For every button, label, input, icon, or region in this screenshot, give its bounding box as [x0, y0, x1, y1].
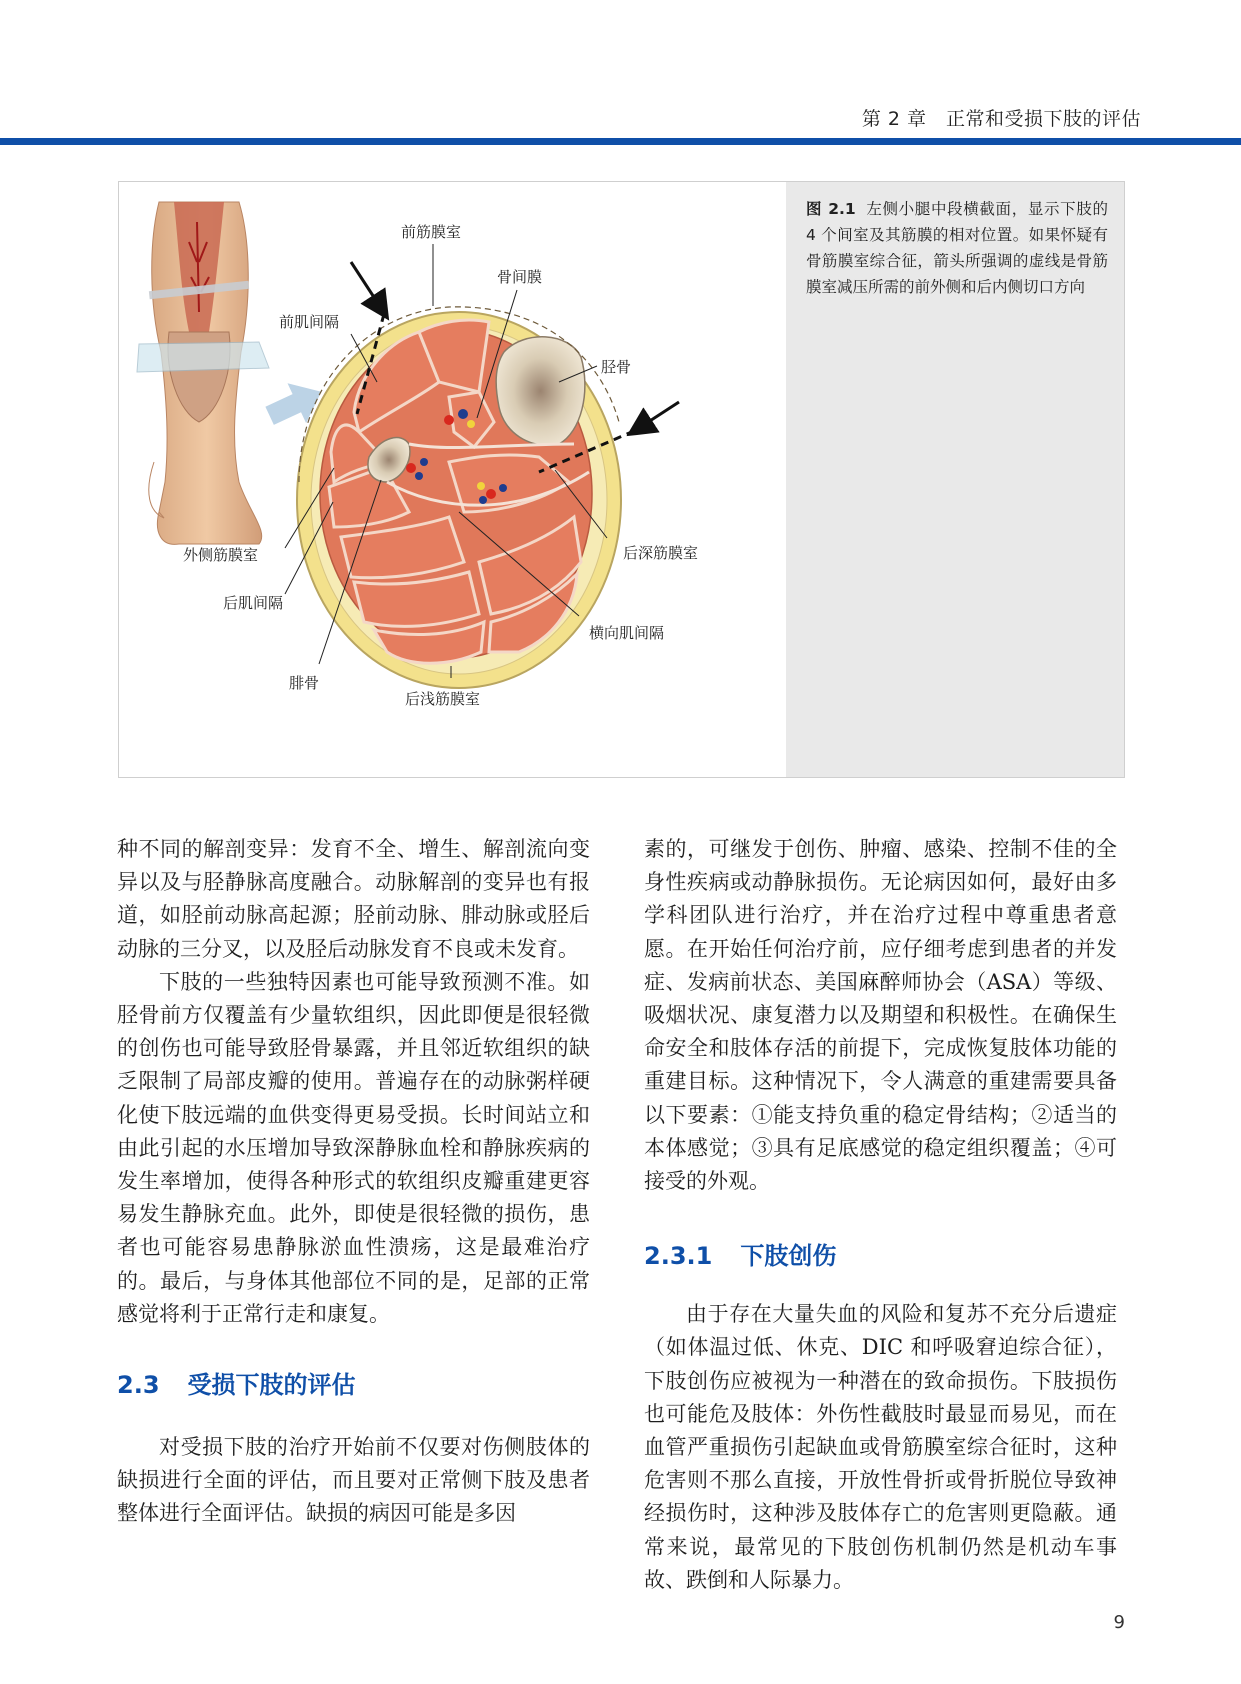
left-paragraph-1: 种不同的解剖变异：发育不全、增生、解剖流向变异以及与胫静脉高度融合。动脉解剖的变异也有报道，如胫前动脉高起源；胫前动脉、腓动脉或胫后动脉的三分叉，以及胫后动脉发育不良或未发育。	[117, 837, 590, 961]
figure-label: 图 2.1	[806, 200, 856, 218]
section-number: 2.3	[117, 1371, 160, 1400]
label-tibia: 胫骨	[601, 358, 632, 376]
right-paragraph-2: 由于存在大量失血的风险和复苏不充分后遗症（如体温过低、休克、DIC 和呼吸窘迫综合征），下肢创伤应被视为一种潜在的致命损伤。下肢损伤也可能危及肢体：外伤性截肢时最显而易见，而在血管严重损伤引起缺血或骨筋膜室综合征时，这种危害则不那么直接，开放性骨折或骨折脱位导致神经损伤时，这种涉及肢体存亡的危害则更隐蔽。通常来说，最常见的下肢创伤机制仍然是机动车事故、跌倒和人际暴力。	[644, 1302, 1117, 1592]
section-heading-2-3-1	[644, 1240, 1117, 1274]
left-paragraph-3: 对受损下肢的治疗开始前不仅要对伤侧肢体的缺损进行全面的评估，而且要对正常侧下肢及患者整体进行全面评估。缺损的病因可能是多因	[117, 1435, 590, 1526]
figure-caption-panel	[786, 182, 1124, 777]
label-interosseous-membrane: 骨间膜	[497, 268, 543, 286]
label-anterior-compartment: 前筋膜室	[401, 223, 462, 241]
label-lateral-compartment: 外侧筋膜室	[183, 546, 259, 564]
label-anterior-septum: 前肌间隔	[279, 313, 340, 331]
figure-caption	[806, 196, 1108, 300]
label-deep-posterior-compartment: 后深筋膜室	[623, 544, 699, 562]
running-header: 第 2 章 正常和受损下肢的评估	[861, 108, 1141, 130]
label-fibula: 腓骨	[289, 674, 320, 692]
subsection-number: 2.3.1	[644, 1242, 713, 1271]
left-paragraph-2: 下肢的一些独特因素也可能导致预测不准。如胫骨前方仅覆盖有少量软组织，因此即便是很轻微的创伤也可能导致胫骨暴露，并且邻近软组织的缺乏限制了局部皮瓣的使用。普遍存在的动脉粥样硬化使下肢远端的血供变得更易受损。长时间站立和由此引起的水压增加导致深静脉血栓和静脉疾病的发生率增加，使得各种形式的软组织皮瓣重建更容易发生静脉充血。此外，即使是很轻微的损伤，患者也可能容易患静脉淤血性溃疡，这是最难治疗的。最后，与身体其他部位不同的是，足部的正常感觉将利于正常行走和康复。	[117, 969, 590, 1326]
header-rule	[0, 138, 1241, 145]
tibia-bone	[496, 337, 585, 445]
posteromedial-incision-arrow	[639, 402, 679, 428]
cross-section	[297, 307, 621, 688]
label-transverse-septum: 横向肌间隔	[589, 624, 665, 642]
page-number: 9	[1113, 1612, 1125, 1633]
right-paragraph-1: 素的，可继发于创伤、肿瘤、感染、控制不佳的全身性疾病或动静脉损伤。无论病因如何，最好由多学科团队进行治疗，并在治疗过程中尊重患者意愿。在开始任何治疗前，应仔细考虑到患者的并发症、发病前状态、美国麻醉师协会（ASA）等级、吸烟状况、康复潜力以及期望和积极性。在确保生命安全和肢体存活的前提下，完成恢复肢体功能的重建目标。这种情况下，令人满意的重建需要具备以下要素：①能支持负重的稳定骨结构；②适当的本体感觉；③具有足底感觉的稳定组织覆盖；④可接受的外观。	[644, 837, 1117, 1194]
label-superficial-posterior-compartment: 后浅筋膜室	[405, 690, 481, 708]
right-column	[644, 833, 1117, 1597]
label-posterior-septum: 后肌间隔	[223, 594, 284, 612]
figure-2-1	[118, 181, 1125, 778]
leg-cross-section-illustration	[119, 182, 787, 777]
subsection-title: 下肢创伤	[740, 1242, 837, 1271]
section-title: 受损下肢的评估	[187, 1371, 356, 1400]
leg-thumbnail	[137, 202, 269, 544]
section-heading-2-3	[117, 1369, 590, 1403]
anterolateral-incision-arrow	[351, 262, 381, 308]
figure-caption-text: 左侧小腿中段横截面，显示下肢的 4 个间室及其筋膜的相对位置。如果怀疑有骨筋膜室综合征，箭头所强调的虚线是骨筋膜室减压所需的前外侧和后内侧切口方向	[806, 200, 1108, 296]
left-column	[117, 833, 590, 1531]
